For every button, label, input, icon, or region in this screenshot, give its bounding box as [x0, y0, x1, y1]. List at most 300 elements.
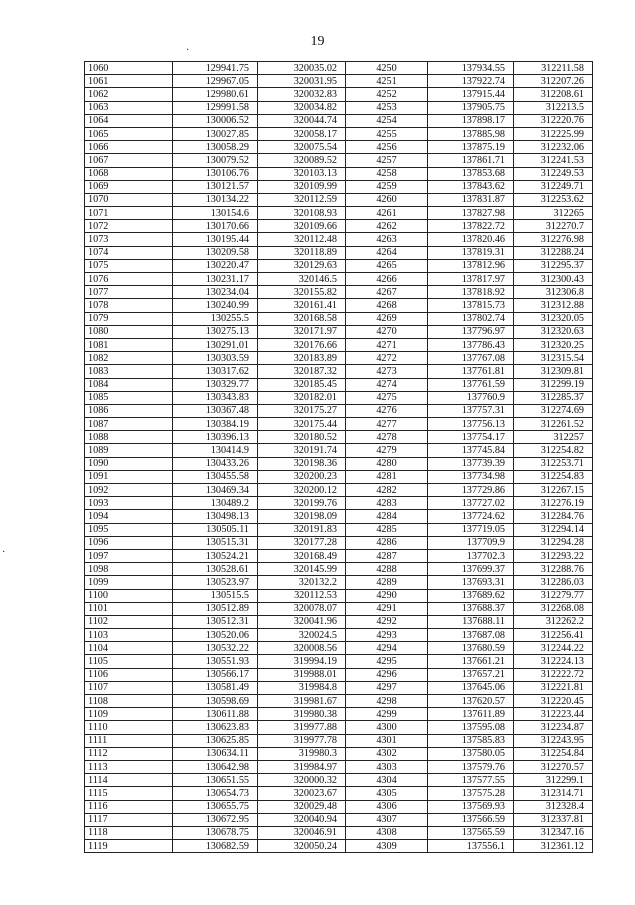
right-y-coordinate-cell: 312211.58: [514, 62, 593, 75]
left-point-number-cell: 1103: [85, 629, 173, 642]
left-point-number-cell: 1062: [85, 88, 173, 101]
left-y-coordinate-cell: 320180.52: [258, 431, 346, 444]
left-point-number-cell: 1088: [85, 431, 173, 444]
left-y-coordinate-cell: 320058.17: [258, 127, 346, 140]
right-y-coordinate-cell: 312243.95: [514, 734, 593, 747]
left-x-coordinate-cell: 130343.83: [173, 391, 258, 404]
table-row: [85, 747, 593, 760]
left-x-coordinate-cell: 130384.19: [173, 418, 258, 431]
left-point-number-cell: 1083: [85, 365, 173, 378]
left-x-coordinate-cell: 130682.59: [173, 840, 258, 853]
right-x-coordinate-cell: 137760.9: [428, 391, 514, 404]
right-point-number-cell: 4277: [346, 418, 428, 431]
page-number: 19: [310, 34, 325, 49]
left-x-coordinate-cell: 130303.59: [173, 352, 258, 365]
right-x-coordinate-cell: 137657.21: [428, 668, 514, 681]
table-row: [85, 378, 593, 391]
right-y-coordinate-cell: 312314.71: [514, 787, 593, 800]
left-point-number-cell: 1090: [85, 457, 173, 470]
left-x-coordinate-cell: 130414.9: [173, 444, 258, 457]
right-point-number-cell: 4254: [346, 114, 428, 127]
right-point-number-cell: 4275: [346, 391, 428, 404]
left-y-coordinate-cell: 320032.83: [258, 88, 346, 101]
left-y-coordinate-cell: 320000.32: [258, 774, 346, 787]
right-x-coordinate-cell: 137817.97: [428, 273, 514, 286]
left-y-coordinate-cell: 320075.54: [258, 141, 346, 154]
left-x-coordinate-cell: 130275.13: [173, 325, 258, 338]
table-row: [85, 431, 593, 444]
right-point-number-cell: 4279: [346, 444, 428, 457]
left-y-coordinate-cell: 320175.27: [258, 404, 346, 417]
table-row: [85, 325, 593, 338]
left-y-coordinate-cell: 320078.07: [258, 602, 346, 615]
right-x-coordinate-cell: 137577.55: [428, 774, 514, 787]
table-row: [85, 365, 593, 378]
left-y-coordinate-cell: 320031.95: [258, 75, 346, 88]
table-row: [85, 642, 593, 655]
left-x-coordinate-cell: 130515.31: [173, 536, 258, 549]
left-x-coordinate-cell: 130006.52: [173, 114, 258, 127]
right-y-coordinate-cell: 312294.14: [514, 523, 593, 536]
right-x-coordinate-cell: 137812.96: [428, 259, 514, 272]
left-y-coordinate-cell: 320183.89: [258, 352, 346, 365]
table-row: [85, 826, 593, 839]
right-y-coordinate-cell: 312268.08: [514, 602, 593, 615]
left-point-number-cell: 1061: [85, 75, 173, 88]
left-y-coordinate-cell: 320129.63: [258, 259, 346, 272]
coordinates-table: [84, 61, 593, 853]
left-point-number-cell: 1081: [85, 338, 173, 351]
left-x-coordinate-cell: 130654.73: [173, 787, 258, 800]
table-row: [85, 760, 593, 773]
left-point-number-cell: 1091: [85, 470, 173, 483]
left-x-coordinate-cell: 130455.58: [173, 470, 258, 483]
left-x-coordinate-cell: 130489.2: [173, 497, 258, 510]
table-row: [85, 352, 593, 365]
right-x-coordinate-cell: 137796.97: [428, 325, 514, 338]
left-point-number-cell: 1064: [85, 114, 173, 127]
right-x-coordinate-cell: 137595.08: [428, 721, 514, 734]
left-y-coordinate-cell: 320089.52: [258, 154, 346, 167]
left-x-coordinate-cell: 130528.61: [173, 563, 258, 576]
right-point-number-cell: 4291: [346, 602, 428, 615]
right-y-coordinate-cell: 312299.19: [514, 378, 593, 391]
left-point-number-cell: 1093: [85, 497, 173, 510]
right-y-coordinate-cell: 312320.25: [514, 338, 593, 351]
right-y-coordinate-cell: 312295.37: [514, 259, 593, 272]
table-row: [85, 840, 593, 853]
right-y-coordinate-cell: 312222.72: [514, 668, 593, 681]
right-point-number-cell: 4300: [346, 721, 428, 734]
right-x-coordinate-cell: 137754.17: [428, 431, 514, 444]
right-y-coordinate-cell: 312337.81: [514, 813, 593, 826]
left-y-coordinate-cell: 320175.44: [258, 418, 346, 431]
right-point-number-cell: 4262: [346, 220, 428, 233]
right-y-coordinate-cell: 312270.7: [514, 220, 593, 233]
left-x-coordinate-cell: 129967.05: [173, 75, 258, 88]
right-y-coordinate-cell: 312241.53: [514, 154, 593, 167]
right-x-coordinate-cell: 137853.68: [428, 167, 514, 180]
left-y-coordinate-cell: 319984.97: [258, 760, 346, 773]
left-x-coordinate-cell: 130623.83: [173, 721, 258, 734]
left-y-coordinate-cell: 319981.67: [258, 695, 346, 708]
right-y-coordinate-cell: 312261.52: [514, 418, 593, 431]
left-y-coordinate-cell: 320050.24: [258, 840, 346, 853]
right-y-coordinate-cell: 312328.4: [514, 800, 593, 813]
left-point-number-cell: 1098: [85, 563, 173, 576]
right-x-coordinate-cell: 137661.21: [428, 655, 514, 668]
right-x-coordinate-cell: 137729.86: [428, 484, 514, 497]
left-x-coordinate-cell: 130611.88: [173, 708, 258, 721]
left-y-coordinate-cell: 320187.32: [258, 365, 346, 378]
right-x-coordinate-cell: 137579.76: [428, 760, 514, 773]
left-point-number-cell: 1108: [85, 695, 173, 708]
right-y-coordinate-cell: 312265: [514, 207, 593, 220]
right-y-coordinate-cell: 312315.54: [514, 352, 593, 365]
right-y-coordinate-cell: 312244.22: [514, 642, 593, 655]
left-y-coordinate-cell: 320168.58: [258, 312, 346, 325]
table-row: [85, 536, 593, 549]
left-point-number-cell: 1096: [85, 536, 173, 549]
left-y-coordinate-cell: 320185.45: [258, 378, 346, 391]
right-point-number-cell: 4276: [346, 404, 428, 417]
right-point-number-cell: 4306: [346, 800, 428, 813]
left-y-coordinate-cell: 320040.94: [258, 813, 346, 826]
table-row: [85, 312, 593, 325]
right-x-coordinate-cell: 137818.92: [428, 286, 514, 299]
left-x-coordinate-cell: 129991.58: [173, 101, 258, 114]
left-point-number-cell: 1106: [85, 668, 173, 681]
right-point-number-cell: 4301: [346, 734, 428, 747]
left-x-coordinate-cell: 130367.48: [173, 404, 258, 417]
table-row: [85, 286, 593, 299]
table-row: [85, 629, 593, 642]
right-y-coordinate-cell: 312284.76: [514, 510, 593, 523]
left-y-coordinate-cell: 320029.48: [258, 800, 346, 813]
right-y-coordinate-cell: 312221.81: [514, 681, 593, 694]
left-y-coordinate-cell: 320168.49: [258, 549, 346, 562]
left-x-coordinate-cell: 130642.98: [173, 760, 258, 773]
right-x-coordinate-cell: 137820.46: [428, 233, 514, 246]
left-y-coordinate-cell: 319977.88: [258, 721, 346, 734]
table-row: [85, 549, 593, 562]
left-point-number-cell: 1068: [85, 167, 173, 180]
left-point-number-cell: 1075: [85, 259, 173, 272]
left-y-coordinate-cell: 320109.99: [258, 180, 346, 193]
left-y-coordinate-cell: 320155.82: [258, 286, 346, 299]
right-y-coordinate-cell: 312223.44: [514, 708, 593, 721]
table-row: [85, 246, 593, 259]
left-y-coordinate-cell: 319988.01: [258, 668, 346, 681]
right-point-number-cell: 4271: [346, 338, 428, 351]
right-y-coordinate-cell: 312347.16: [514, 826, 593, 839]
right-x-coordinate-cell: 137687.08: [428, 629, 514, 642]
left-point-number-cell: 1069: [85, 180, 173, 193]
right-x-coordinate-cell: 137757.31: [428, 404, 514, 417]
table-row: [85, 589, 593, 602]
right-point-number-cell: 4288: [346, 563, 428, 576]
right-y-coordinate-cell: 312262.2: [514, 615, 593, 628]
right-x-coordinate-cell: 137843.62: [428, 180, 514, 193]
left-x-coordinate-cell: 130523.97: [173, 576, 258, 589]
right-point-number-cell: 4252: [346, 88, 428, 101]
right-point-number-cell: 4287: [346, 549, 428, 562]
right-y-coordinate-cell: 312232.06: [514, 141, 593, 154]
left-x-coordinate-cell: 129980.61: [173, 88, 258, 101]
left-x-coordinate-cell: 130469.34: [173, 484, 258, 497]
left-x-coordinate-cell: 130209.58: [173, 246, 258, 259]
left-point-number-cell: 1079: [85, 312, 173, 325]
right-point-number-cell: 4285: [346, 523, 428, 536]
right-x-coordinate-cell: 137756.13: [428, 418, 514, 431]
right-x-coordinate-cell: 137934.55: [428, 62, 514, 75]
left-x-coordinate-cell: 130505.11: [173, 523, 258, 536]
right-x-coordinate-cell: 137566.59: [428, 813, 514, 826]
right-point-number-cell: 4273: [346, 365, 428, 378]
left-y-coordinate-cell: 320112.59: [258, 193, 346, 206]
right-y-coordinate-cell: 312306.8: [514, 286, 593, 299]
table-row: [85, 615, 593, 628]
right-point-number-cell: 4308: [346, 826, 428, 839]
right-y-coordinate-cell: 312253.62: [514, 193, 593, 206]
left-point-number-cell: 1111: [85, 734, 173, 747]
left-point-number-cell: 1070: [85, 193, 173, 206]
left-x-coordinate-cell: 130566.17: [173, 668, 258, 681]
left-point-number-cell: 1102: [85, 615, 173, 628]
right-x-coordinate-cell: 137699.37: [428, 563, 514, 576]
left-x-coordinate-cell: 130240.99: [173, 299, 258, 312]
left-point-number-cell: 1101: [85, 602, 173, 615]
left-x-coordinate-cell: 130520.06: [173, 629, 258, 642]
left-point-number-cell: 1077: [85, 286, 173, 299]
table-row: [85, 154, 593, 167]
table-row: [85, 668, 593, 681]
table-row: [85, 62, 593, 75]
right-x-coordinate-cell: 137702.3: [428, 549, 514, 562]
right-point-number-cell: 4280: [346, 457, 428, 470]
table-row: [85, 457, 593, 470]
table-row: [85, 404, 593, 417]
right-x-coordinate-cell: 137734.98: [428, 470, 514, 483]
table-row: [85, 563, 593, 576]
left-point-number-cell: 1117: [85, 813, 173, 826]
right-point-number-cell: 4256: [346, 141, 428, 154]
right-x-coordinate-cell: 137585.83: [428, 734, 514, 747]
right-x-coordinate-cell: 137724.62: [428, 510, 514, 523]
left-y-coordinate-cell: 320041.96: [258, 615, 346, 628]
right-y-coordinate-cell: 312288.24: [514, 246, 593, 259]
right-y-coordinate-cell: 312254.84: [514, 747, 593, 760]
right-x-coordinate-cell: 137575.28: [428, 787, 514, 800]
left-point-number-cell: 1063: [85, 101, 173, 114]
left-y-coordinate-cell: 320044.74: [258, 114, 346, 127]
left-point-number-cell: 1066: [85, 141, 173, 154]
left-point-number-cell: 1078: [85, 299, 173, 312]
left-y-coordinate-cell: 320191.74: [258, 444, 346, 457]
left-point-number-cell: 1104: [85, 642, 173, 655]
left-x-coordinate-cell: 130396.13: [173, 431, 258, 444]
right-point-number-cell: 4253: [346, 101, 428, 114]
table-row: [85, 708, 593, 721]
right-y-coordinate-cell: 312267.15: [514, 484, 593, 497]
table-row: [85, 787, 593, 800]
right-x-coordinate-cell: 137761.59: [428, 378, 514, 391]
right-x-coordinate-cell: 137565.59: [428, 826, 514, 839]
right-y-coordinate-cell: 312286.03: [514, 576, 593, 589]
right-y-coordinate-cell: 312285.37: [514, 391, 593, 404]
right-point-number-cell: 4251: [346, 75, 428, 88]
table-row: [85, 75, 593, 88]
right-x-coordinate-cell: 137580.05: [428, 747, 514, 760]
left-x-coordinate-cell: 130079.52: [173, 154, 258, 167]
right-point-number-cell: 4261: [346, 207, 428, 220]
left-x-coordinate-cell: 129941.75: [173, 62, 258, 75]
left-y-coordinate-cell: 319980.38: [258, 708, 346, 721]
right-y-coordinate-cell: 312225.99: [514, 127, 593, 140]
right-point-number-cell: 4267: [346, 286, 428, 299]
right-y-coordinate-cell: 312207.26: [514, 75, 593, 88]
left-x-coordinate-cell: 130551.93: [173, 655, 258, 668]
left-y-coordinate-cell: 320035.02: [258, 62, 346, 75]
left-x-coordinate-cell: 130220.47: [173, 259, 258, 272]
right-y-coordinate-cell: 312288.76: [514, 563, 593, 576]
table-row: [85, 127, 593, 140]
right-y-coordinate-cell: 312270.57: [514, 760, 593, 773]
right-point-number-cell: 4265: [346, 259, 428, 272]
left-x-coordinate-cell: 130625.85: [173, 734, 258, 747]
right-x-coordinate-cell: 137761.81: [428, 365, 514, 378]
table-row: [85, 734, 593, 747]
right-point-number-cell: 4299: [346, 708, 428, 721]
right-x-coordinate-cell: 137767.08: [428, 352, 514, 365]
table-row: [85, 602, 593, 615]
coordinates-table-body: [85, 62, 593, 853]
left-x-coordinate-cell: 130634.11: [173, 747, 258, 760]
right-x-coordinate-cell: 137727.02: [428, 497, 514, 510]
table-row: [85, 470, 593, 483]
left-point-number-cell: 1073: [85, 233, 173, 246]
table-row: [85, 391, 593, 404]
table-row: [85, 695, 593, 708]
left-x-coordinate-cell: 130655.75: [173, 800, 258, 813]
left-point-number-cell: 1089: [85, 444, 173, 457]
right-x-coordinate-cell: 137827.98: [428, 207, 514, 220]
right-y-coordinate-cell: 312361.12: [514, 840, 593, 853]
right-x-coordinate-cell: 137786.43: [428, 338, 514, 351]
table-row: [85, 774, 593, 787]
left-point-number-cell: 1074: [85, 246, 173, 259]
left-y-coordinate-cell: 320199.76: [258, 497, 346, 510]
table-row: [85, 141, 593, 154]
table-row: [85, 681, 593, 694]
left-point-number-cell: 1072: [85, 220, 173, 233]
right-x-coordinate-cell: 137620.57: [428, 695, 514, 708]
right-y-coordinate-cell: 312320.05: [514, 312, 593, 325]
right-point-number-cell: 4272: [346, 352, 428, 365]
table-row: [85, 484, 593, 497]
left-point-number-cell: 1114: [85, 774, 173, 787]
right-y-coordinate-cell: 312208.61: [514, 88, 593, 101]
table-row: [85, 167, 593, 180]
right-y-coordinate-cell: 312234.87: [514, 721, 593, 734]
left-x-coordinate-cell: 130154.6: [173, 207, 258, 220]
right-x-coordinate-cell: 137693.31: [428, 576, 514, 589]
left-x-coordinate-cell: 130672.95: [173, 813, 258, 826]
right-point-number-cell: 4270: [346, 325, 428, 338]
right-point-number-cell: 4297: [346, 681, 428, 694]
right-y-coordinate-cell: 312249.71: [514, 180, 593, 193]
left-y-coordinate-cell: 320103.13: [258, 167, 346, 180]
left-y-coordinate-cell: 320046.91: [258, 826, 346, 839]
left-point-number-cell: 1100: [85, 589, 173, 602]
left-point-number-cell: 1110: [85, 721, 173, 734]
table-row: [85, 101, 593, 114]
right-point-number-cell: 4290: [346, 589, 428, 602]
left-point-number-cell: 1087: [85, 418, 173, 431]
right-x-coordinate-cell: 137719.05: [428, 523, 514, 536]
right-point-number-cell: 4268: [346, 299, 428, 312]
left-y-coordinate-cell: 320161.41: [258, 299, 346, 312]
right-point-number-cell: 4283: [346, 497, 428, 510]
left-point-number-cell: 1065: [85, 127, 173, 140]
right-point-number-cell: 4250: [346, 62, 428, 75]
right-point-number-cell: 4289: [346, 576, 428, 589]
right-x-coordinate-cell: 137688.11: [428, 615, 514, 628]
table-row: [85, 299, 593, 312]
left-y-coordinate-cell: 320034.82: [258, 101, 346, 114]
left-x-coordinate-cell: 130581.49: [173, 681, 258, 694]
right-y-coordinate-cell: 312256.41: [514, 629, 593, 642]
right-y-coordinate-cell: 312279.77: [514, 589, 593, 602]
left-x-coordinate-cell: 130532.22: [173, 642, 258, 655]
right-point-number-cell: 4281: [346, 470, 428, 483]
left-y-coordinate-cell: 320198.09: [258, 510, 346, 523]
left-point-number-cell: 1076: [85, 273, 173, 286]
right-y-coordinate-cell: 312276.98: [514, 233, 593, 246]
table-row: [85, 418, 593, 431]
table-row: [85, 273, 593, 286]
left-y-coordinate-cell: 320200.12: [258, 484, 346, 497]
right-x-coordinate-cell: 137831.87: [428, 193, 514, 206]
right-x-coordinate-cell: 137861.71: [428, 154, 514, 167]
right-point-number-cell: 4293: [346, 629, 428, 642]
right-point-number-cell: 4294: [346, 642, 428, 655]
left-point-number-cell: 1118: [85, 826, 173, 839]
left-y-coordinate-cell: 319994.19: [258, 655, 346, 668]
right-point-number-cell: 4298: [346, 695, 428, 708]
left-point-number-cell: 1095: [85, 523, 173, 536]
left-y-coordinate-cell: 319984.8: [258, 681, 346, 694]
left-x-coordinate-cell: 130121.57: [173, 180, 258, 193]
left-point-number-cell: 1092: [85, 484, 173, 497]
left-point-number-cell: 1097: [85, 549, 173, 562]
table-row: [85, 444, 593, 457]
right-y-coordinate-cell: 312220.45: [514, 695, 593, 708]
left-x-coordinate-cell: 130027.85: [173, 127, 258, 140]
right-point-number-cell: 4264: [346, 246, 428, 259]
left-y-coordinate-cell: 320200.23: [258, 470, 346, 483]
right-x-coordinate-cell: 137922.74: [428, 75, 514, 88]
table-row: [85, 193, 593, 206]
left-x-coordinate-cell: 130058.29: [173, 141, 258, 154]
right-x-coordinate-cell: 137689.62: [428, 589, 514, 602]
right-y-coordinate-cell: 312320.63: [514, 325, 593, 338]
left-point-number-cell: 1116: [85, 800, 173, 813]
right-y-coordinate-cell: 312213.5: [514, 101, 593, 114]
right-x-coordinate-cell: 137556.1: [428, 840, 514, 853]
left-point-number-cell: 1119: [85, 840, 173, 853]
left-y-coordinate-cell: 320112.48: [258, 233, 346, 246]
